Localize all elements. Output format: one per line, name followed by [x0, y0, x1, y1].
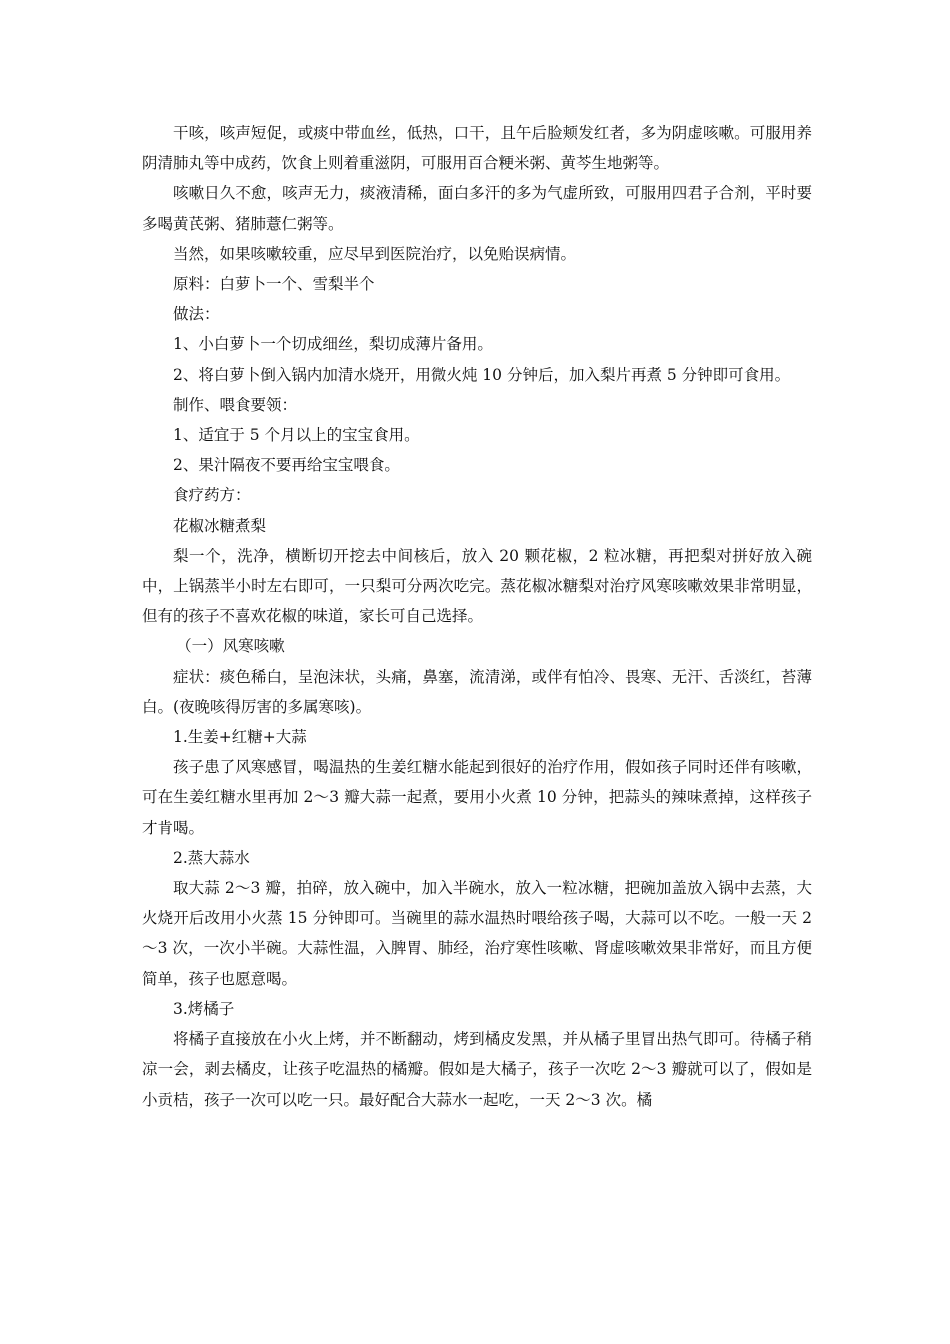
paragraph-yin-deficiency-cough: 干咳，咳声短促，或痰中带血丝，低热，口干，且午后脸颊发红者，多为阴虚咳嗽。可服用养阴清肺丸等中成药，饮食上则着重滋阴，可服用百合粳米粥、黄芩生地粥等。 [142, 124, 812, 173]
paragraph-wind-cold-heading: （一）风寒咳嗽 [176, 637, 285, 656]
paragraph-pepper-pear-body: 梨一个，洗净，横断切开挖去中间核后，放入 20 颗花椒，2 粒冰糖，再把梨对拼好放入碗中，上锅蒸半小时左右即可，一只梨可分两次吃完。蒸花椒冰糖梨对治疗风寒咳嗽效果非常明显，但有的孩子不喜欢花椒的味道，家长可自己选择。 [142, 546, 812, 626]
paragraph-remedy-1-title: 1.生姜+红糖+大蒜 [173, 728, 307, 747]
paragraph-remedy-3-title: 3.烤橘子 [173, 999, 235, 1018]
paragraph-remedy-1-body: 孩子患了风寒感冒，喝温热的生姜红糖水能起到很好的治疗作用，假如孩子同时还伴有咳嗽，可在生姜红糖水里再加 2～3 瓣大蒜一起煮，要用小火煮 10 分钟，把蒜头的辣味煮掉，这样孩子才肯喝。 [142, 758, 812, 837]
paragraph-see-doctor: 当然，如果咳嗽较重，应尽早到医院治疗，以免贻误病情。 [173, 244, 577, 263]
paragraph-remedy-3-body: 将橘子直接放在小火上烤，并不断翻动，烤到橘皮发黑，并从橘子里冒出热气即可。待橘子稍凉一会，剥去橘皮，让孩子吃温热的橘瓣。假如是大橘子，孩子一次吃 2～3 瓣就可以了，假如是小贡桔，孩子一次可以吃一只。最好配合大蒜水一起吃，一天 2～3 次。橘 [142, 1030, 812, 1109]
paragraph-feeding-tip-2: 2、果汁隔夜不要再给宝宝喂食。 [173, 456, 400, 475]
paragraph-method-step-1: 1、小白萝卜一个切成细丝，梨切成薄片备用。 [173, 335, 493, 354]
paragraph-feeding-tip-1: 1、适宜于 5 个月以上的宝宝食用。 [173, 426, 420, 445]
paragraph-remedy-2-body: 取大蒜 2～3 瓣，拍碎，放入碗中，加入半碗水，放入一粒冰糖，把碗加盖放入锅中去蒸，大火烧开后改用小火蒸 15 分钟即可。当碗里的蒜水温热时喂给孩子喝，大蒜可以不吃。一般一天 2～3 次，一次小半碗。大蒜性温，入脾胃、肺经，治疗寒性咳嗽、肾虚咳嗽效果非常好，而且方便简单，孩子也愿意喝。 [142, 879, 812, 988]
document-page [142, 118, 812, 1115]
paragraph-diet-therapy-heading: 食疗药方： [173, 486, 251, 505]
paragraph-method-step-2: 2、将白萝卜倒入锅内加清水烧开，用微火炖 10 分钟后，加入梨片再煮 5 分钟即可食用。 [173, 365, 791, 384]
paragraph-pepper-pear-title: 花椒冰糖煮梨 [173, 516, 267, 535]
paragraph-qi-deficiency-cough: 咳嗽日久不愈，咳声无力，痰液清稀，面白多汗的多为气虚所致，可服用四君子合剂，平时要多喝黄芪粥、猪肺薏仁粥等。 [142, 184, 812, 233]
paragraph-feeding-tips-heading: 制作、喂食要领： [173, 395, 298, 414]
paragraph-wind-cold-symptoms: 症状：痰色稀白，呈泡沫状，头痛，鼻塞，流清涕，或伴有怕冷、畏寒、无汗、舌淡红，苔薄白。(夜晚咳得厉害的多属寒咳)。 [142, 667, 812, 716]
paragraph-method-heading: 做法： [173, 305, 220, 324]
paragraph-ingredients: 原料：白萝卜一个、雪梨半个 [173, 275, 375, 294]
paragraph-remedy-2-title: 2.蒸大蒜水 [173, 848, 250, 867]
